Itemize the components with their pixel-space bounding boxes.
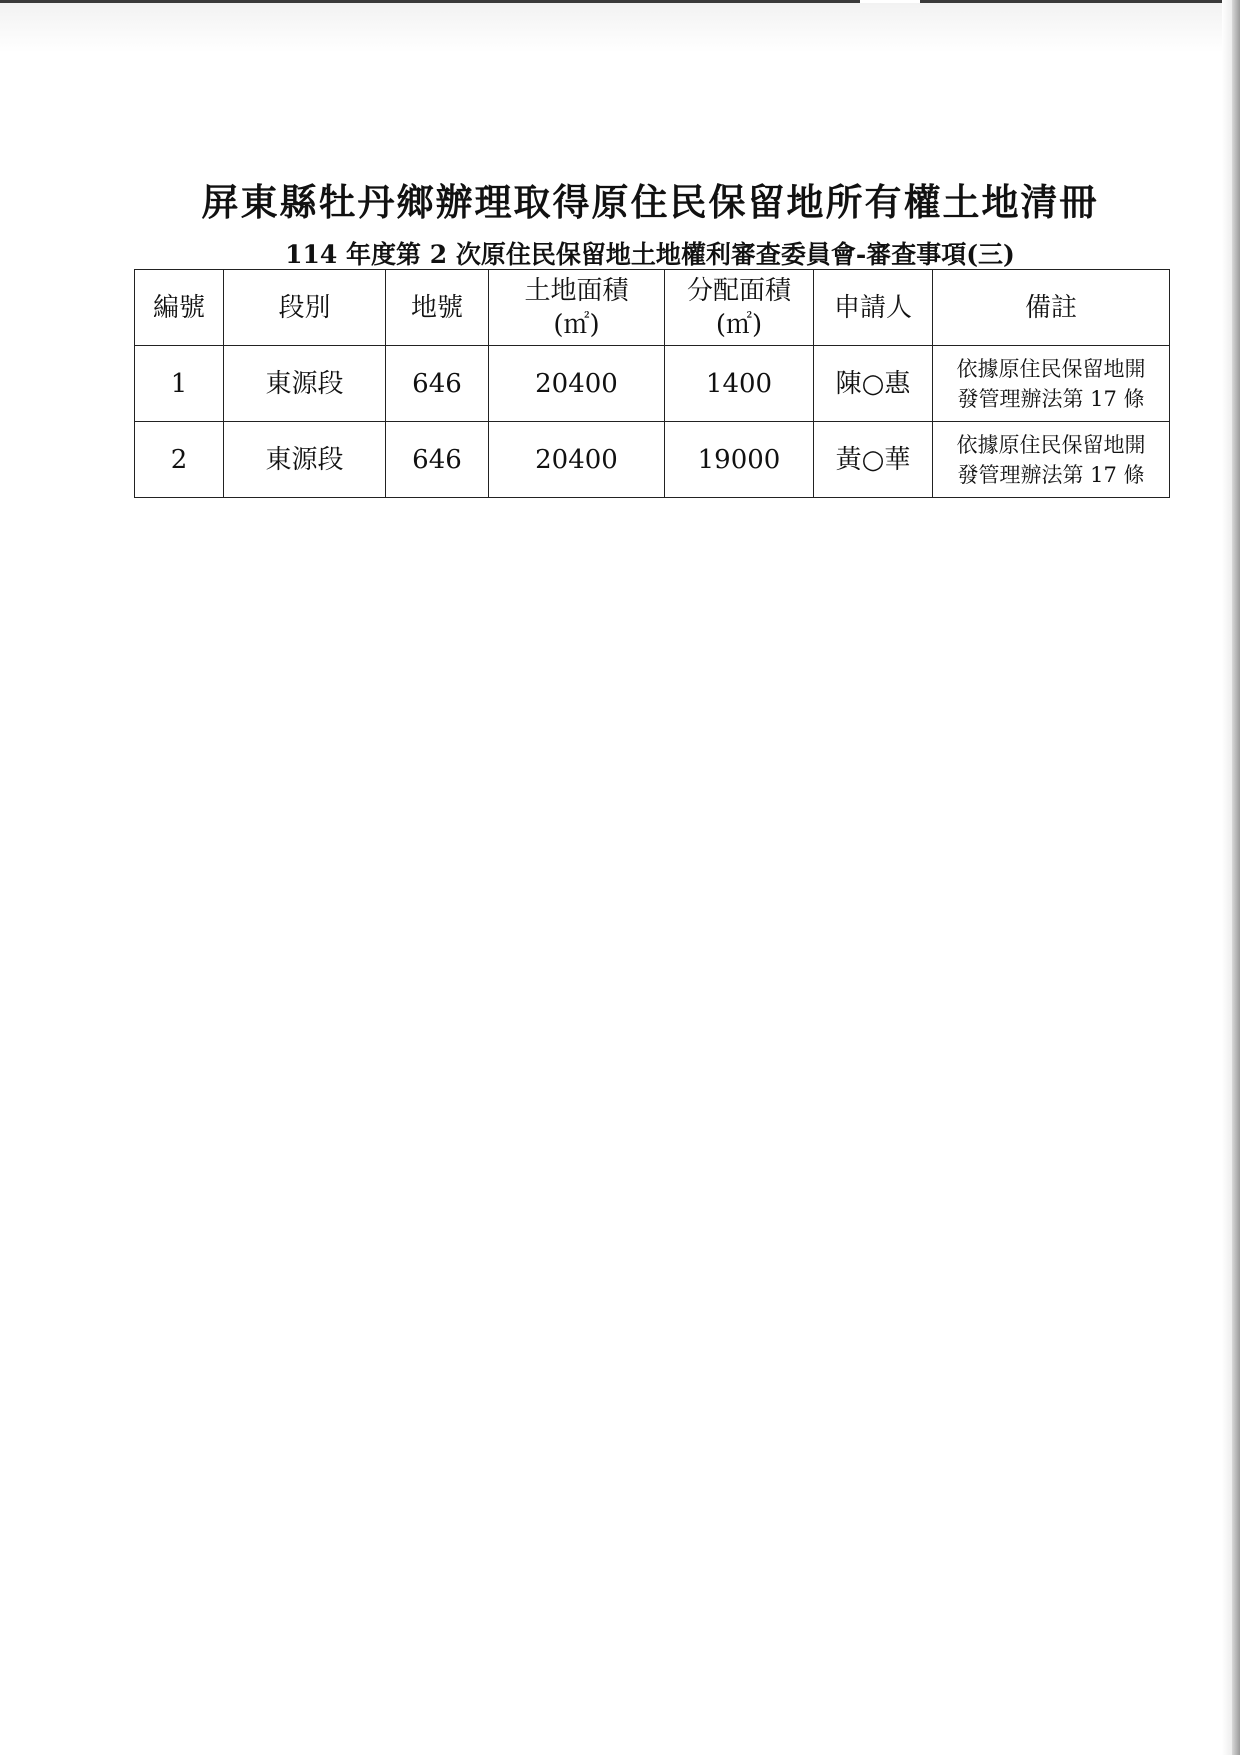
document-title: 屏東縣牡丹鄉辦理取得原住民保留地所有權土地清冊 [201, 180, 1099, 224]
cell-alloc-area: 19000 [665, 422, 814, 498]
header-alloc-area-label: 分配面積 [686, 275, 791, 306]
cell-land-area: 20400 [489, 346, 665, 422]
cell-no: 1 [135, 346, 224, 422]
cell-land-area: 20400 [489, 422, 665, 498]
cell-section: 東源段 [224, 422, 386, 498]
cell-section: 東源段 [224, 346, 386, 422]
header-alloc-area-unit: (㎡) [715, 309, 763, 340]
cell-remark [933, 346, 1170, 422]
table-header-row [135, 270, 1170, 346]
cell-applicant: 陳○惠 [814, 346, 933, 422]
table-row [135, 346, 1170, 422]
remark-line: 發管理辦法第 17 條 [957, 462, 1145, 487]
remark-line: 依據原住民保留地開 [956, 356, 1146, 381]
cell-applicant: 黃○華 [814, 422, 933, 498]
document-subtitle: 114 年度第 2 次原住民保留地土地權利審查委員會-審查事項(三) [285, 240, 1015, 269]
header-applicant: 申請人 [814, 270, 933, 346]
header-land-area-unit: (㎡) [553, 309, 600, 340]
header-lot: 地號 [386, 270, 489, 346]
header-remark: 備註 [933, 270, 1170, 346]
header-section: 段別 [224, 270, 386, 346]
cell-alloc-area: 1400 [665, 346, 814, 422]
land-list-table [134, 269, 1170, 498]
header-no: 編號 [135, 270, 224, 346]
cell-lot: 646 [386, 346, 489, 422]
table-row [135, 422, 1170, 498]
cell-remark [933, 422, 1170, 498]
header-land-area-label: 土地面積 [524, 275, 629, 306]
cell-lot: 646 [386, 422, 489, 498]
header-land-area [489, 270, 665, 346]
remark-line: 依據原住民保留地開 [956, 432, 1146, 457]
remark-line: 發管理辦法第 17 條 [957, 386, 1145, 411]
header-alloc-area [665, 270, 814, 346]
cell-no: 2 [135, 422, 224, 498]
scan-shade [0, 3, 1240, 53]
